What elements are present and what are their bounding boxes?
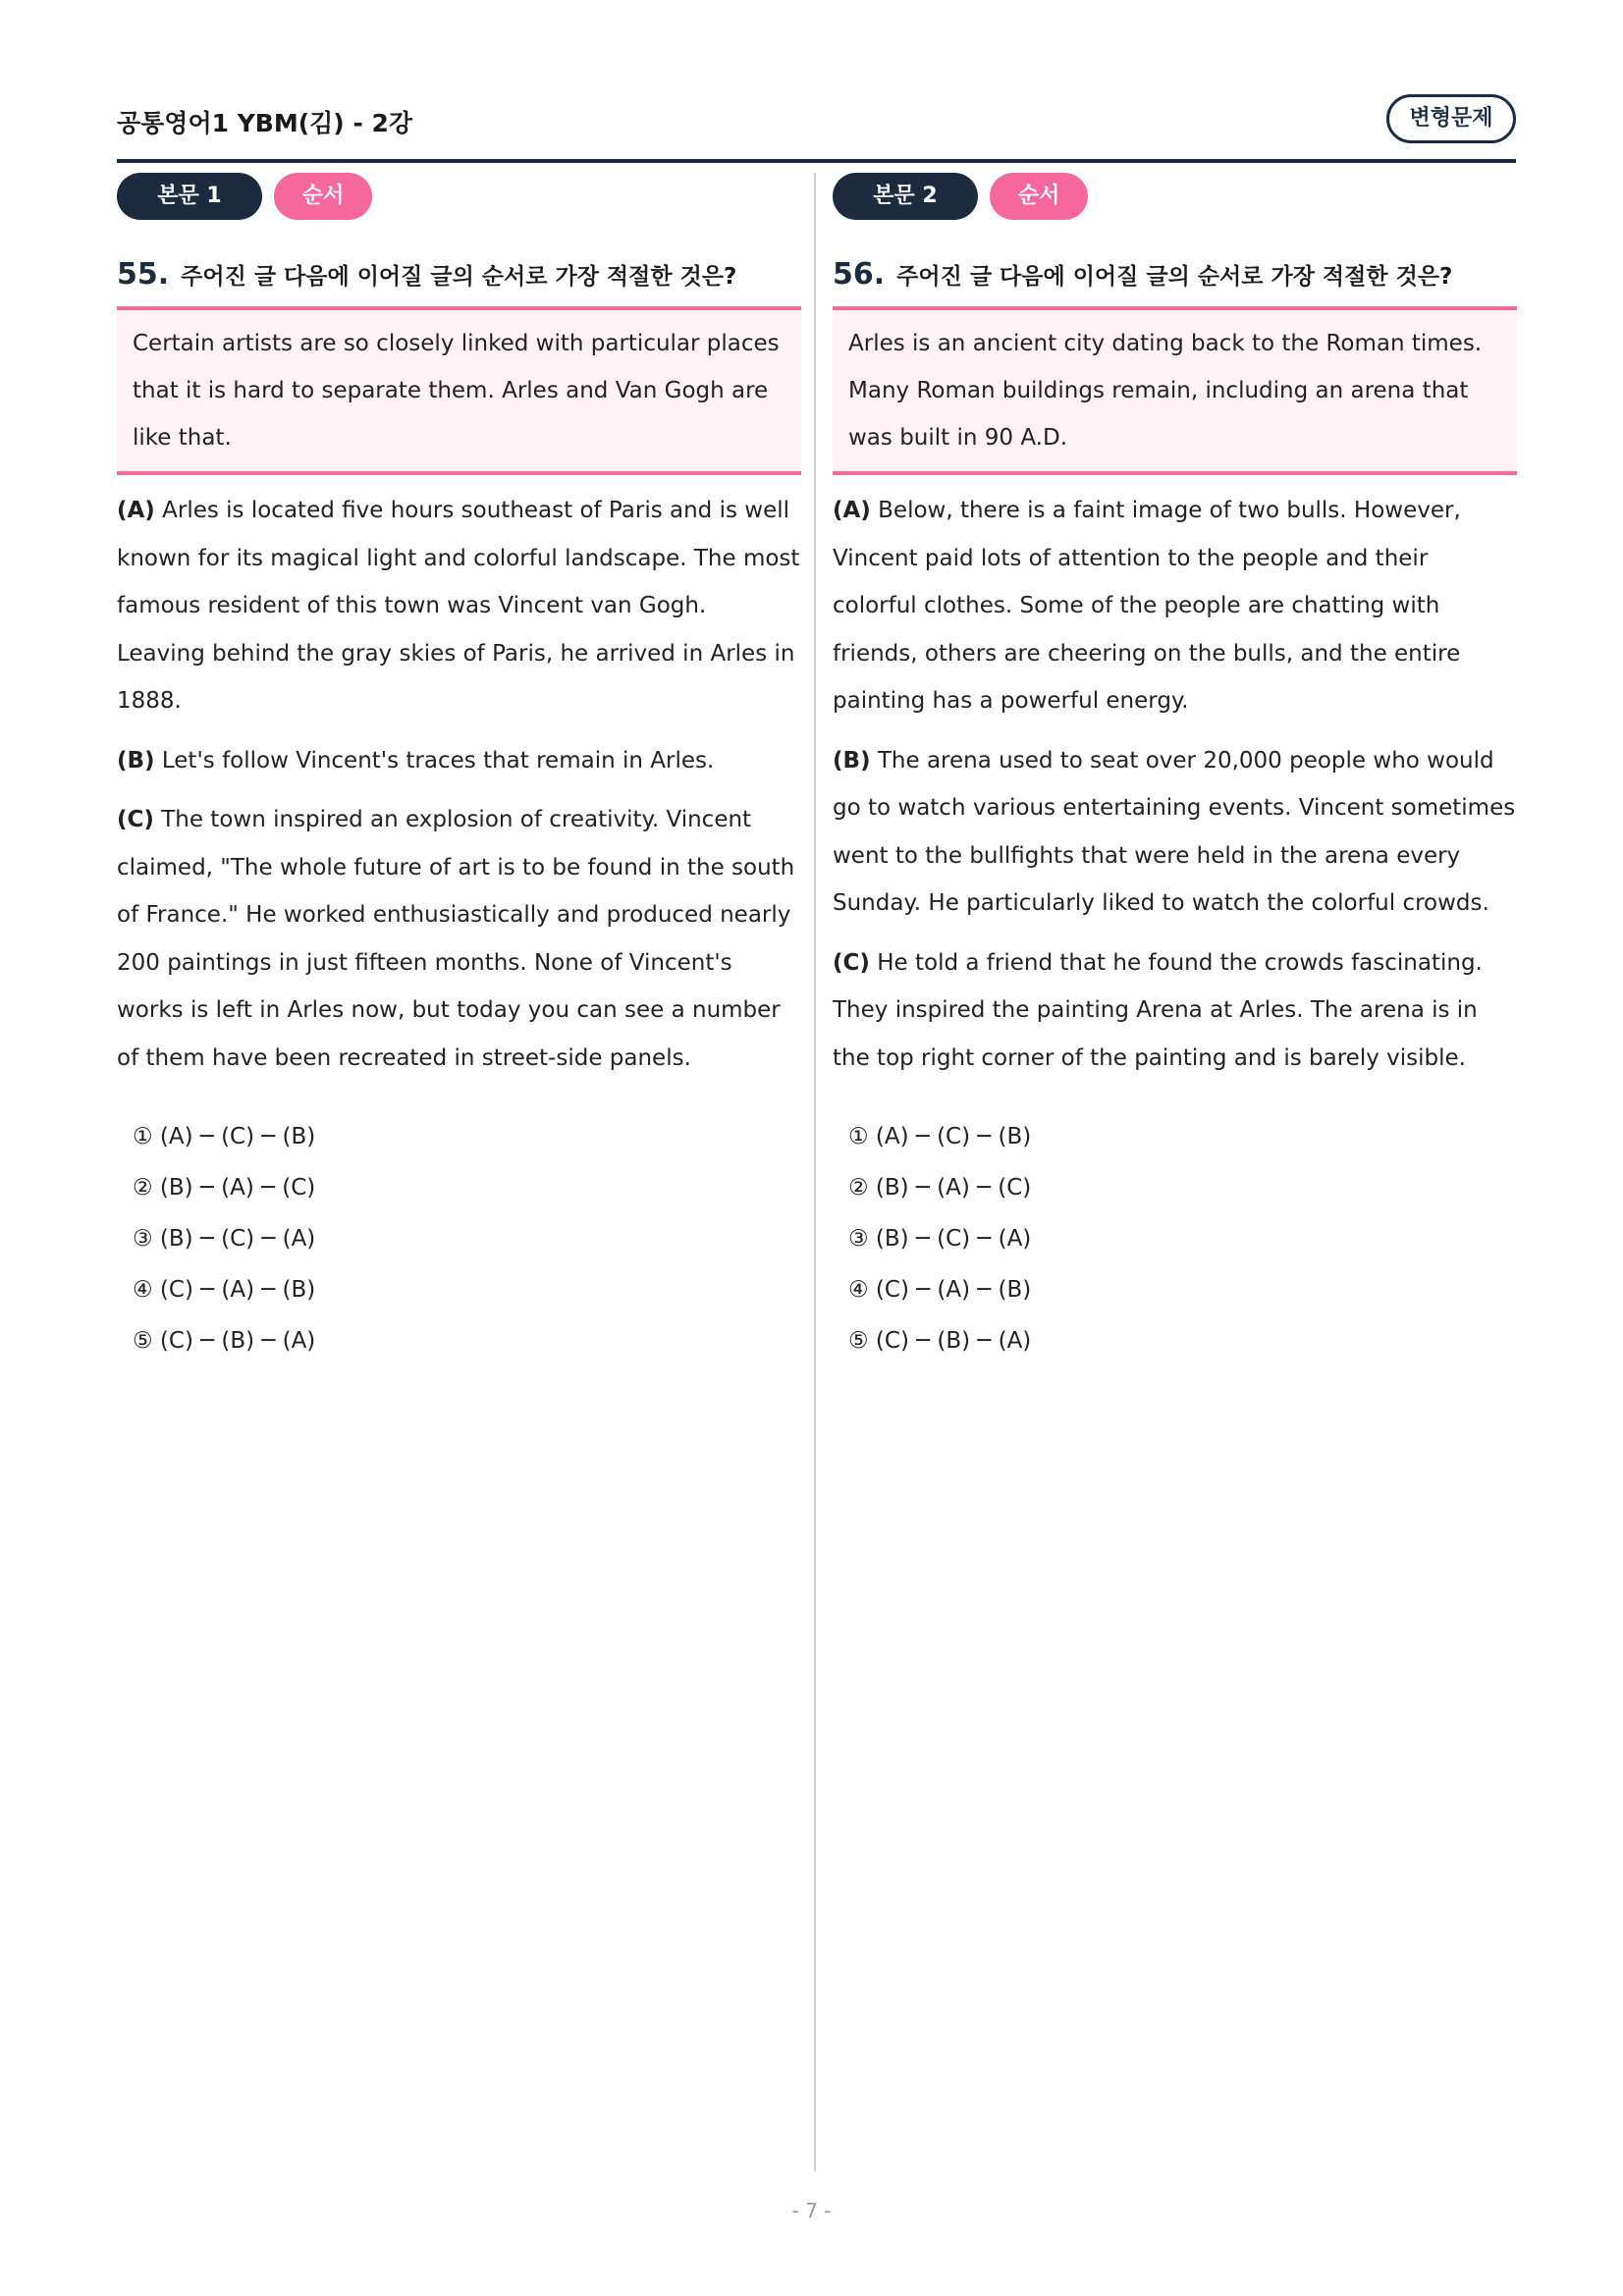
passage-tag: 본문 2 bbox=[833, 173, 978, 220]
choice-2[interactable]: ② (B) ─ (A) ─ (C) bbox=[133, 1175, 316, 1201]
paragraph-a bbox=[117, 487, 801, 725]
paragraph-text: Arles is located five hours southeast of Paris and is well known for its magical light and colorful landscape. The most famous resident of this town was Vincent van Gogh. Leaving behind the gray skies of Paris, he arrived in Arles in 1888. bbox=[117, 498, 800, 714]
question-column-2 bbox=[833, 173, 1517, 1366]
type-tag: 순서 bbox=[990, 173, 1088, 220]
question-number: 55. bbox=[117, 257, 170, 292]
paragraph-text: He told a friend that he found the crowds fascinating. They inspired the painting Arena at Arles. The arena is in the top right corner of the painting and is barely visible. bbox=[833, 949, 1483, 1071]
paragraph-a bbox=[833, 487, 1517, 725]
question-column-1 bbox=[117, 173, 801, 1366]
paragraph-c bbox=[117, 796, 801, 1082]
paragraph-label: (A) bbox=[833, 498, 871, 523]
page-number: - 7 - bbox=[791, 2199, 832, 2222]
tag-row bbox=[833, 173, 1517, 222]
choice-3[interactable]: ③ (B) ─ (C) ─ (A) bbox=[848, 1226, 1032, 1252]
paragraph-text: The arena used to seat over 20,000 people who would go to watch various entertaining events. Vincent sometimes went to the bullfights that were held in the arena every Sunday. He particularly liked to watch the colorful crowds. bbox=[833, 747, 1516, 916]
choice-4[interactable]: ④ (C) ─ (A) ─ (B) bbox=[848, 1277, 1032, 1303]
question-number: 56. bbox=[833, 257, 886, 292]
type-tag: 순서 bbox=[274, 173, 372, 220]
choice-3[interactable]: ③ (B) ─ (C) ─ (A) bbox=[133, 1226, 316, 1252]
variant-badge: 변형문제 bbox=[1386, 94, 1516, 143]
answer-choices bbox=[833, 1111, 1517, 1366]
choice-5[interactable]: ⑤ (C) ─ (B) ─ (A) bbox=[133, 1328, 316, 1354]
paragraph-text: Let's follow Vincent's traces that remain in Arles. bbox=[161, 747, 715, 774]
tag-row bbox=[117, 173, 801, 222]
question-heading bbox=[117, 255, 801, 294]
given-text-box: Certain artists are so closely linked with particular places that it is hard to separate them. Arles and Van Gogh are like that. bbox=[117, 306, 801, 475]
paragraph-label: (A) bbox=[117, 498, 155, 523]
question-text: 주어진 글 다음에 이어질 글의 순서로 가장 적절한 것은? bbox=[181, 264, 737, 290]
paragraph-label: (B) bbox=[117, 747, 155, 774]
paragraph-b bbox=[117, 737, 801, 785]
choice-4[interactable]: ④ (C) ─ (A) ─ (B) bbox=[133, 1277, 316, 1303]
passage-tag: 본문 1 bbox=[117, 173, 262, 220]
column-divider bbox=[814, 173, 816, 2171]
passage bbox=[117, 487, 801, 1082]
passage bbox=[833, 487, 1517, 1082]
question-text: 주어진 글 다음에 이어질 글의 순서로 가장 적절한 것은? bbox=[896, 264, 1453, 290]
paragraph-c bbox=[833, 939, 1517, 1083]
paragraph-label: (B) bbox=[833, 747, 871, 774]
choice-5[interactable]: ⑤ (C) ─ (B) ─ (A) bbox=[848, 1328, 1032, 1354]
header-title: 공통영어1 YBM(김) - 2강 bbox=[117, 109, 413, 137]
paragraph-text: Below, there is a faint image of two bulls. However, Vincent paid lots of attention to the people and their colorful clothes. Some of the people are chatting with friends, others are cheering on the bulls, and the entire painting has a powerful energy. bbox=[833, 498, 1461, 714]
choice-1[interactable]: ① (A) ─ (C) ─ (B) bbox=[848, 1124, 1032, 1149]
paragraph-label: (C) bbox=[833, 949, 870, 976]
answer-choices bbox=[117, 1111, 801, 1366]
given-text-box: Arles is an ancient city dating back to the Roman times. Many Roman buildings remain, including an arena that was built in 90 A.D. bbox=[833, 306, 1517, 475]
paragraph-label: (C) bbox=[117, 807, 154, 832]
paragraph-b bbox=[833, 737, 1517, 928]
choice-2[interactable]: ② (B) ─ (A) ─ (C) bbox=[848, 1175, 1032, 1201]
question-heading bbox=[833, 255, 1517, 294]
choice-1[interactable]: ① (A) ─ (C) ─ (B) bbox=[133, 1124, 316, 1149]
page-header bbox=[117, 94, 1516, 163]
paragraph-text: The town inspired an explosion of creativity. Vincent claimed, "The whole future of art is to be found in the south of France." He worked enthusiastically and produced nearly 200 paintings in just fifteen months. None of Vincent's works is left in Arles now, but today you can see a number of them have been recreated in street-side panels. bbox=[117, 807, 795, 1071]
